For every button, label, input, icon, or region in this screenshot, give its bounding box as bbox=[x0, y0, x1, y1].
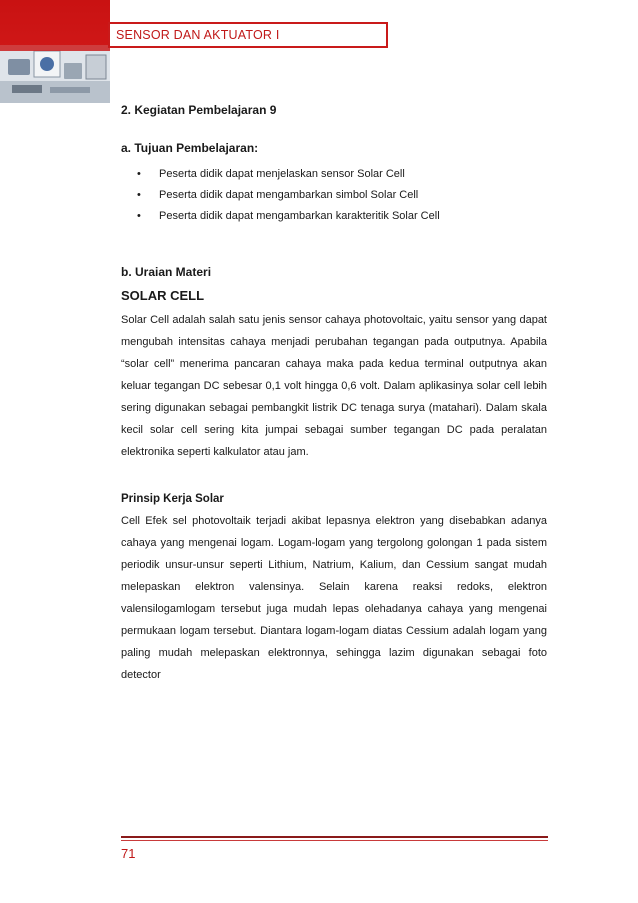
bullet-icon: • bbox=[137, 210, 141, 222]
solar-cell-heading: SOLAR CELL bbox=[121, 288, 205, 303]
tujuan-list bbox=[121, 164, 440, 227]
prinsip-heading: Prinsip Kerja Solar bbox=[121, 493, 224, 505]
tujuan-heading: a. Tujuan Pembelajaran: bbox=[121, 141, 259, 155]
section-title: 2. Kegiatan Pembelajaran 9 bbox=[121, 103, 277, 117]
bullet-icon: • bbox=[137, 189, 141, 201]
list-item bbox=[121, 164, 440, 185]
page-number: 71 bbox=[121, 846, 136, 861]
lab-equipment-image bbox=[0, 45, 110, 103]
list-item bbox=[121, 206, 440, 227]
header-title: SENSOR DAN AKTUATOR I bbox=[116, 28, 280, 42]
solar-cell-paragraph: Solar Cell adalah salah satu jenis sensor cahaya photovoltaic, yaitu sensor yang dapat mengubah intensitas cahaya menjadi perubahan tegangan pada outputnya. Apabila “solar cell” menerima pancaran cahaya maka pada kedua terminal outputnya akan keluar tegangan DC sebesar 0,1 volt hingga 0,6 volt. Dalam aplikasinya solar cell lebih sering digunakan sebagai pembangkit listrik DC tenaga surya (matahari). Dalam skala kecil solar cell sering kita jumpai sebagai sumber tegangan DC pada peralatan elektronika seperti kalkulator atau jam. bbox=[121, 314, 547, 458]
list-item-text: Peserta didik dapat menjelaskan sensor Solar Cell bbox=[159, 168, 405, 180]
footer-divider-thin bbox=[121, 840, 548, 841]
header-decoration bbox=[0, 0, 110, 103]
header-title-box bbox=[108, 22, 388, 48]
prinsip-paragraph: Cell Efek sel photovoltaik terjadi akibat lepasnya elektron yang disebabkan adanya cahaya yang mengenai logam. Logam-logam yang tergolong golongan 1 pada sistem periodik unsur-unsur seperti Lithium, Natrium, Kalium, dan Cessium sangat mudah melepaskan elektron valensinya. Selain karena reaksi redoks, elektron valensilogamlogam tersebut juga mudah lepas olehadanya cahaya yang mengenai permukaan logam tersebut. Diantara logam-logam diatas Cessium adalah logam yang paling mudah melepaskan elektronnya, sehingga lazim digunakan sebagai foto detector bbox=[121, 515, 547, 681]
list-item bbox=[121, 185, 440, 206]
footer-divider bbox=[121, 836, 548, 838]
list-item-text: Peserta didik dapat mengambarkan simbol Solar Cell bbox=[159, 189, 419, 201]
uraian-heading: b. Uraian Materi bbox=[121, 265, 212, 279]
list-item-text: Peserta didik dapat mengambarkan karakteritik Solar Cell bbox=[159, 210, 440, 222]
bullet-icon: • bbox=[137, 168, 141, 180]
